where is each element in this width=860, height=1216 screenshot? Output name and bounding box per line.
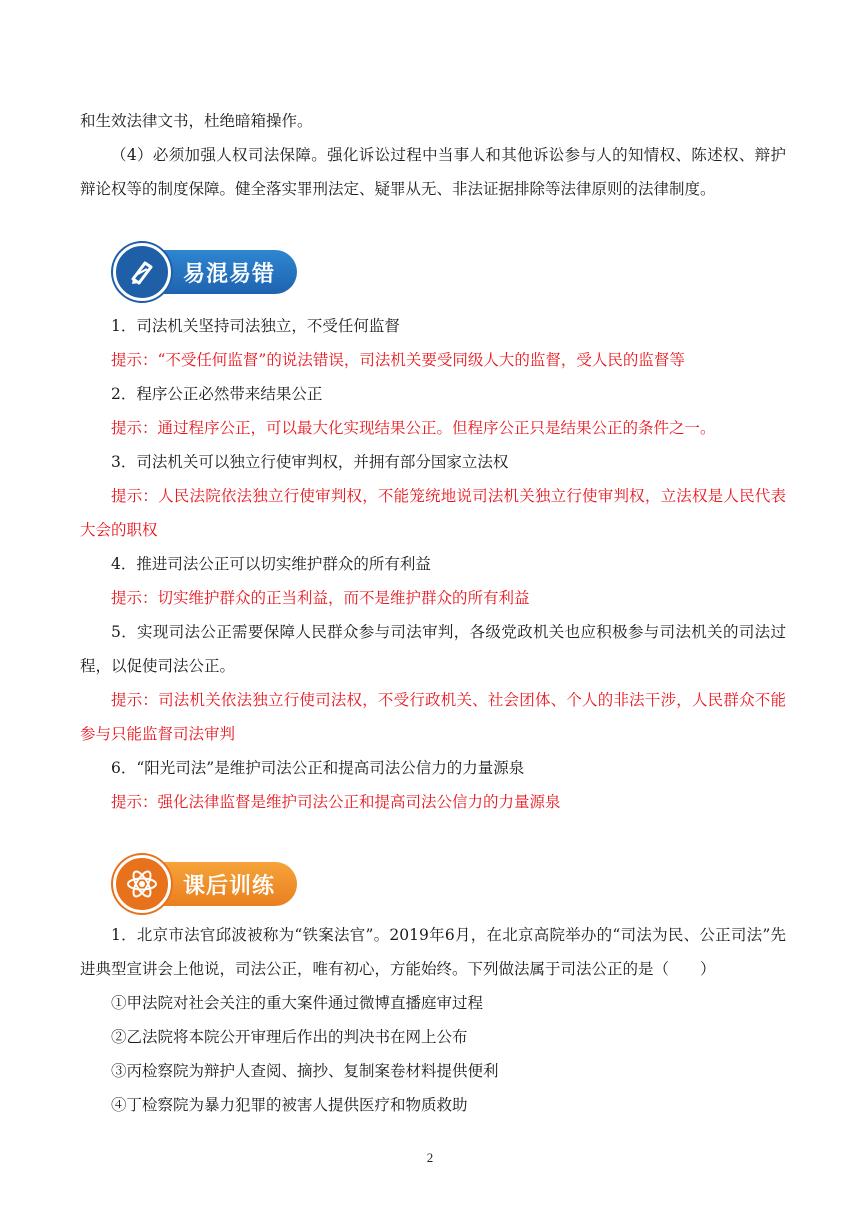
list-item-hint: 提示：通过程序公正，可以最大化实现结果公正。但程序公正只是结果公正的条件之一。 — [111, 419, 716, 437]
list-item-question: 1．司法机关坚持司法独立，不受任何监督 — [111, 317, 400, 335]
section-banner-confusing — [113, 243, 297, 301]
section-banner-practice — [113, 855, 297, 913]
option-item: ①甲法院对社会关注的重大案件通过微博直播庭审过程 — [111, 994, 484, 1012]
list-item-hint: 提示：司法机关依法独立行使司法权，不受行政机关、社会团体、个人的非法干涉，人民群众不能参与只能监督司法审判 — [80, 691, 786, 743]
section-title: 课后训练 — [157, 862, 297, 906]
pencil-icon — [113, 243, 171, 301]
list-item-question: 4．推进司法公正可以切实维护群众的所有利益 — [111, 555, 431, 573]
list-item-question: 2．程序公正必然带来结果公正 — [111, 385, 323, 403]
list-item-hint: 提示：人民法院依法独立行使审判权，不能笼统地说司法机关独立行使审判权，立法权是人民代表大会的职权 — [80, 487, 786, 539]
option-item: ②乙法院将本院公开审理后作出的判决书在网上公布 — [111, 1028, 468, 1046]
list-item-question: 3．司法机关可以独立行使审判权，并拥有部分国家立法权 — [111, 453, 509, 471]
list-item-hint: 提示：强化法律监督是维护司法公正和提高司法公信力的力量源泉 — [111, 793, 561, 811]
list-item-hint: 提示：“不受任何监督”的说法错误，司法机关要受同级人大的监督，受人民的监督等 — [111, 351, 685, 369]
list-item-question: 6．“阳光司法”是维护司法公正和提高司法公信力的力量源泉 — [111, 759, 525, 777]
atom-icon — [113, 855, 171, 913]
option-item: ④丁检察院为暴力犯罪的被害人提供医疗和物质救助 — [111, 1096, 468, 1114]
intro-line: 和生效法律文书，杜绝暗箱操作。 — [80, 112, 313, 130]
option-item: ③丙检察院为辩护人查阅、摘抄、复制案卷材料提供便利 — [111, 1062, 499, 1080]
section-title: 易混易错 — [157, 250, 297, 294]
list-item-hint: 提示：切实维护群众的正当利益，而不是维护群众的所有利益 — [111, 589, 530, 607]
list-item-question: 5．实现司法公正需要保障人民群众参与司法审判，各级党政机关也应积极参与司法机关的司法过程，以促使司法公正。 — [80, 623, 786, 675]
question-text: 1．北京市法官邱波被称为“铁案法官”。2019年6月，在北京高院举办的“司法为民、公正司法”先进典型宣讲会上他说，司法公正，唯有初心，方能始终。下列做法属于司法公正的是（ ） — [80, 926, 786, 978]
intro-paragraph-4: （4）必须加强人权司法保障。强化诉讼过程中当事人和其他诉讼参与人的知情权、陈述权、辩护辩论权等的制度保障。健全落实罪刑法定、疑罪从无、非法证据排除等法律原则的法律制度。 — [80, 146, 786, 198]
page-number: 2 — [426, 1150, 434, 1165]
